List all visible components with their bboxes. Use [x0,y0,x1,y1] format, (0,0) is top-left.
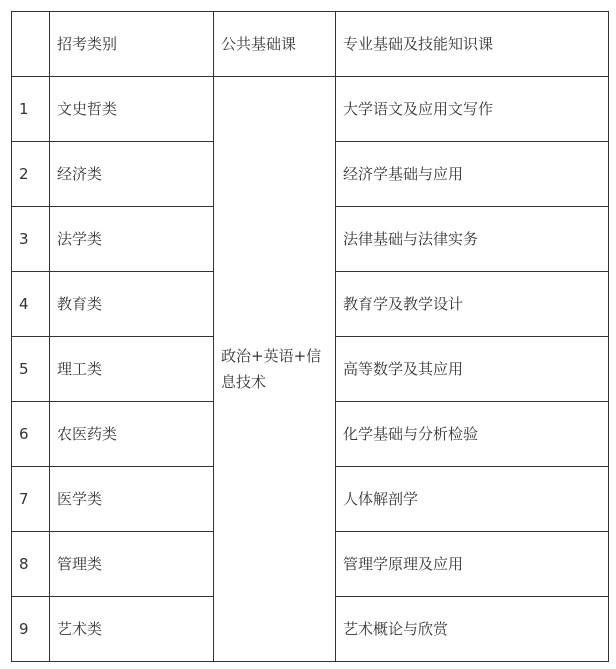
row-category: 法学类 [50,207,214,272]
row-skill-course: 经济学基础与应用 [336,142,609,207]
row-number: 5 [12,337,50,402]
row-number: 7 [12,467,50,532]
public-course-cell: 政治+英语+信息技术 [214,77,336,662]
header-category: 招考类别 [50,12,214,77]
row-category: 教育类 [50,272,214,337]
table-row [12,77,609,142]
row-skill-course: 人体解剖学 [336,467,609,532]
row-category: 管理类 [50,532,214,597]
header-public-course: 公共基础课 [214,12,336,77]
row-skill-course: 高等数学及其应用 [336,337,609,402]
row-category: 理工类 [50,337,214,402]
row-number: 1 [12,77,50,142]
row-skill-course: 大学语文及应用文写作 [336,77,609,142]
header-skill-course: 专业基础及技能知识课 [336,12,609,77]
row-category: 农医药类 [50,402,214,467]
row-skill-course: 艺术概论与欣赏 [336,597,609,662]
row-skill-course: 法律基础与法律实务 [336,207,609,272]
header-number [12,12,50,77]
row-number: 4 [12,272,50,337]
row-number: 3 [12,207,50,272]
exam-category-table [11,11,609,662]
row-number: 6 [12,402,50,467]
row-number: 8 [12,532,50,597]
row-skill-course: 管理学原理及应用 [336,532,609,597]
table-header-row [12,12,609,77]
row-number: 2 [12,142,50,207]
row-category: 文史哲类 [50,77,214,142]
row-skill-course: 教育学及教学设计 [336,272,609,337]
row-skill-course: 化学基础与分析检验 [336,402,609,467]
row-category: 艺术类 [50,597,214,662]
row-number: 9 [12,597,50,662]
row-category: 经济类 [50,142,214,207]
row-category: 医学类 [50,467,214,532]
